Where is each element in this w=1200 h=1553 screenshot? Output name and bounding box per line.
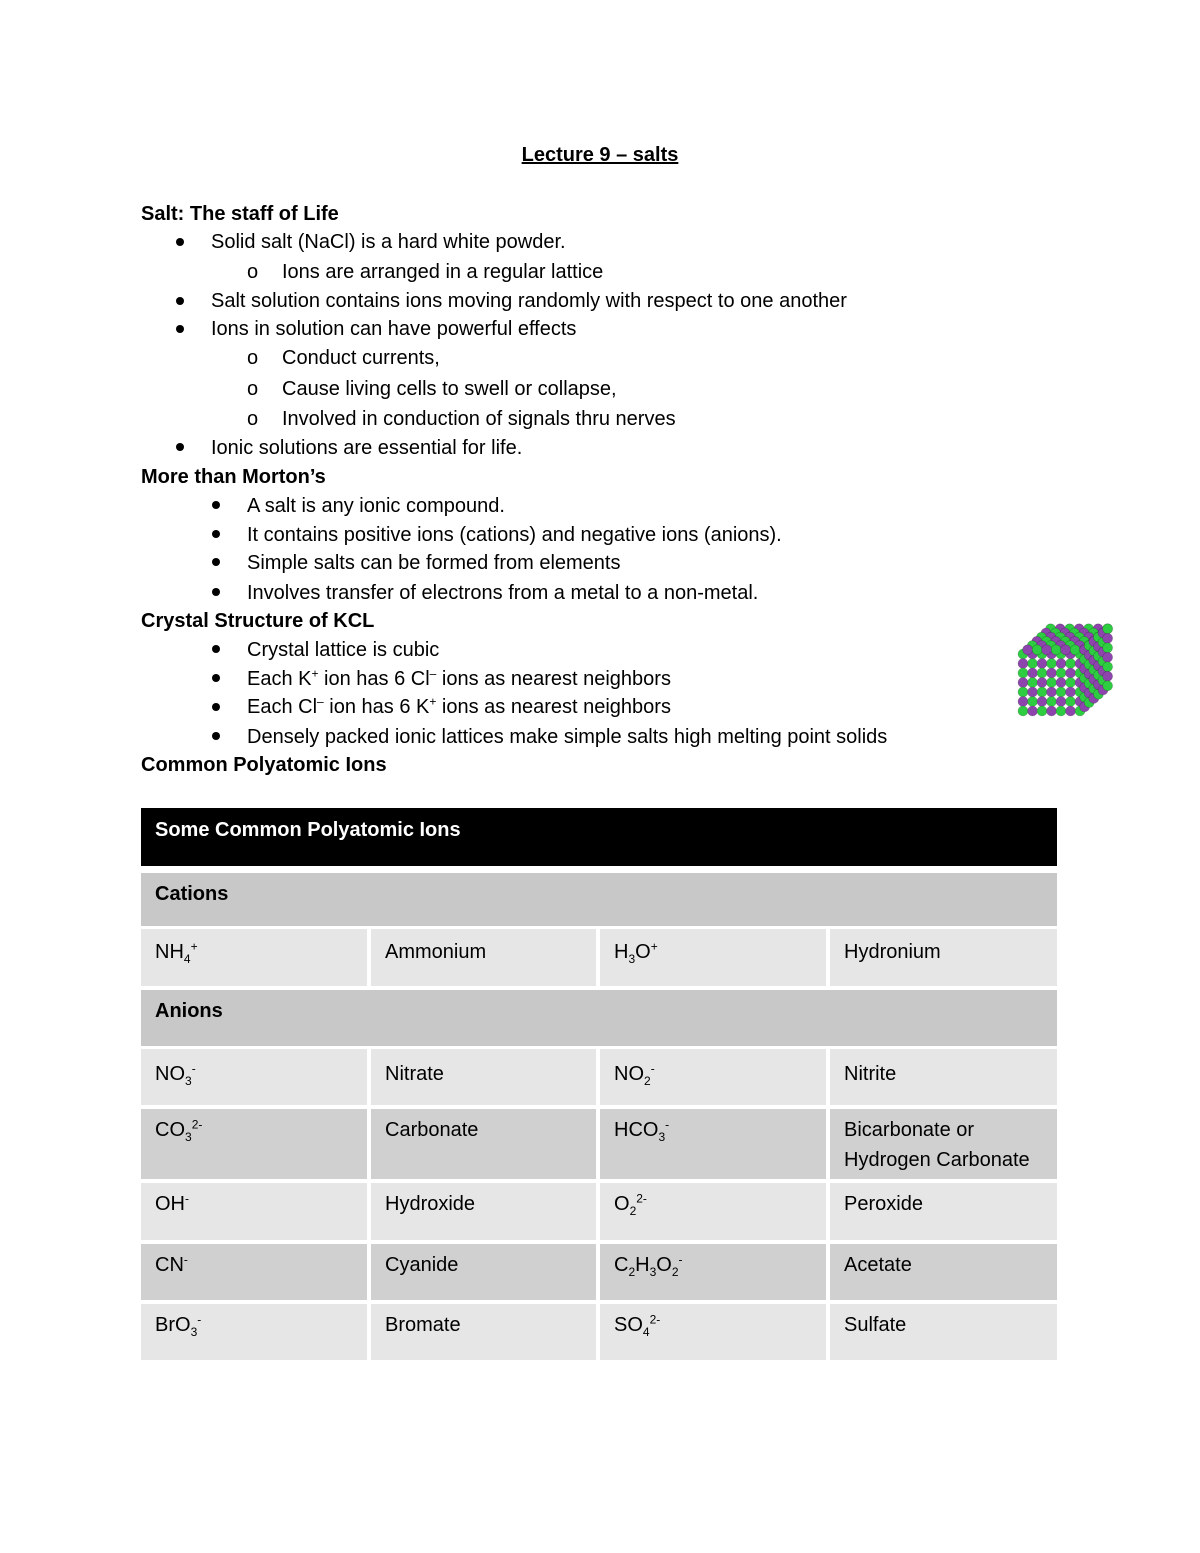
lattice-atom xyxy=(1037,668,1047,678)
list-item: Involves transfer of electrons from a metal to a non-metal. xyxy=(247,582,759,604)
formula-cell: CN- xyxy=(141,1244,367,1300)
bullet xyxy=(212,645,220,653)
lattice-atom xyxy=(1032,645,1042,655)
list-item: Ionic solutions are essential for life. xyxy=(211,437,523,459)
lattice-atom xyxy=(1037,706,1047,716)
lattice-atom xyxy=(1047,659,1057,669)
list-item: Solid salt (NaCl) is a hard white powder. xyxy=(211,231,566,253)
list-subitem: Conduct currents, xyxy=(282,347,440,369)
lattice-atom xyxy=(1056,668,1066,678)
list-item: Each K+ ion has 6 Cl– ions as nearest neighbors xyxy=(247,666,671,690)
lattice-atom xyxy=(1023,645,1033,655)
list-item: Salt solution contains ions moving randomly with respect to one another xyxy=(211,290,847,312)
page-title: Lecture 9 – salts xyxy=(521,144,679,166)
sub-bullet-marker: o xyxy=(247,408,259,430)
section-heading-salt: Salt: The staff of Life xyxy=(141,203,339,225)
lattice-atom xyxy=(1103,671,1113,681)
name-cell: Hydroxide xyxy=(371,1183,596,1240)
table-row xyxy=(141,1049,1057,1105)
bullet xyxy=(212,588,220,596)
table-row xyxy=(141,1183,1057,1240)
sub-bullet-marker: o xyxy=(247,261,259,283)
formula-cell: $SO_4^{2-}$ xyxy=(600,1304,826,1360)
name-cell: Hydronium xyxy=(830,929,1057,986)
lattice-atom xyxy=(1056,678,1066,688)
lattice-atom xyxy=(1066,697,1076,707)
list-item: Densely packed ionic lattices make simple salts high melting point solids xyxy=(247,726,888,748)
bullet xyxy=(212,501,220,509)
lattice-atom xyxy=(1103,643,1113,653)
section-heading-morton: More than Morton’s xyxy=(141,466,326,488)
lattice-atom xyxy=(1056,687,1066,697)
bullet xyxy=(212,558,220,566)
bullet xyxy=(176,443,184,451)
lattice-atom xyxy=(1037,659,1047,669)
bullet xyxy=(212,530,220,538)
table-row xyxy=(141,929,1057,986)
lattice-atom xyxy=(1037,687,1047,697)
lattice-atom xyxy=(1066,678,1076,688)
bullet xyxy=(212,674,220,682)
bullet xyxy=(176,325,184,333)
list-item: Each Cl– ion has 6 K+ ions as nearest neighbors xyxy=(247,694,671,718)
formula-cell: $HCO_3^-$ xyxy=(600,1109,826,1179)
lattice-atom xyxy=(1028,659,1038,669)
table-row xyxy=(141,1304,1057,1360)
lattice-atom xyxy=(1037,697,1047,707)
lattice-atom xyxy=(1028,668,1038,678)
formula-cell: $H_3O^+$ xyxy=(600,929,826,986)
lattice-atom xyxy=(1047,706,1057,716)
lattice-atom xyxy=(1103,681,1113,691)
sub-bullet-marker: o xyxy=(247,378,259,400)
lattice-atom xyxy=(1056,706,1066,716)
formula-cell: $NH_4^+$ xyxy=(141,929,367,986)
lattice-atom xyxy=(1056,659,1066,669)
name-cell: Peroxide xyxy=(830,1183,1057,1240)
lattice-atom xyxy=(1066,706,1076,716)
lattice-atom xyxy=(1047,668,1057,678)
table-row xyxy=(141,1109,1057,1179)
section-heading-kcl: Crystal Structure of KCL xyxy=(141,610,375,632)
table-header: Some Common Polyatomic Ions xyxy=(141,808,1057,866)
lattice-atom xyxy=(1018,659,1028,669)
bullet xyxy=(176,238,184,246)
name-cell: Acetate xyxy=(830,1244,1057,1300)
name-cell: Carbonate xyxy=(371,1109,596,1179)
list-item: It contains positive ions (cations) and negative ions (anions). xyxy=(247,524,782,546)
lattice-atom xyxy=(1028,678,1038,688)
lattice-atom xyxy=(1037,678,1047,688)
lattice-atom xyxy=(1103,652,1113,662)
lattice-atom xyxy=(1103,633,1113,643)
formula-cell: $C_2H_3O_2^-$ xyxy=(600,1244,826,1300)
name-cell: Bromate xyxy=(371,1304,596,1360)
lattice-atom xyxy=(1018,706,1028,716)
list-subitem: Ions are arranged in a regular lattice xyxy=(282,261,604,283)
lattice-atom xyxy=(1047,687,1057,697)
lattice-atom xyxy=(1018,687,1028,697)
lattice-atom xyxy=(1103,662,1113,672)
formula-cell: $O_2^{2-}$ xyxy=(600,1183,826,1240)
table-section-anions: Anions xyxy=(141,990,1057,1046)
lattice-atom xyxy=(1066,687,1076,697)
lattice-atom xyxy=(1018,678,1028,688)
bullet xyxy=(176,297,184,305)
list-subitem: Involved in conduction of signals thru nerves xyxy=(282,408,676,430)
name-cell: Bicarbonate or Hydrogen Carbonate xyxy=(830,1109,1057,1179)
lattice-atom xyxy=(1066,659,1076,669)
formula-cell: OH- xyxy=(141,1183,367,1240)
lattice-atom xyxy=(1028,706,1038,716)
bullet xyxy=(212,732,220,740)
list-item: Simple salts can be formed from elements xyxy=(247,552,621,574)
list-subitem: Cause living cells to swell or collapse, xyxy=(282,378,617,400)
name-cell: Ammonium xyxy=(371,929,596,986)
lattice-atom xyxy=(1056,697,1066,707)
formula-cell: $NO_2^-$ xyxy=(600,1049,826,1105)
name-cell: Cyanide xyxy=(371,1244,596,1300)
lattice-atom xyxy=(1018,697,1028,707)
lattice-atom xyxy=(1042,645,1052,655)
formula-cell: $CO_3^{2-}$ xyxy=(141,1109,367,1179)
name-cell: Nitrite xyxy=(830,1049,1057,1105)
lattice-atom xyxy=(1061,645,1071,655)
list-item: A salt is any ionic compound. xyxy=(247,495,505,517)
table-row xyxy=(141,1244,1057,1300)
name-cell: Sulfate xyxy=(830,1304,1057,1360)
lattice-atom xyxy=(1070,645,1080,655)
name-cell: Nitrate xyxy=(371,1049,596,1105)
formula-cell: $NO_3^-$ xyxy=(141,1049,367,1105)
kcl-crystal-lattice-image xyxy=(995,612,1121,746)
lattice-atom xyxy=(1028,687,1038,697)
sub-bullet-marker: o xyxy=(247,347,259,369)
section-heading-polyatomic: Common Polyatomic Ions xyxy=(141,754,387,776)
list-item: Ions in solution can have powerful effects xyxy=(211,318,577,340)
table-section-cations: Cations xyxy=(141,873,1057,926)
formula-cell: BrO$_3$- xyxy=(141,1304,367,1360)
bullet xyxy=(212,703,220,711)
lattice-atom xyxy=(1028,697,1038,707)
lattice-atom xyxy=(1047,678,1057,688)
lattice-atom xyxy=(1018,668,1028,678)
list-item: Crystal lattice is cubic xyxy=(247,639,440,661)
lattice-atom xyxy=(1051,645,1061,655)
lattice-atom xyxy=(1103,624,1113,634)
lattice-atom xyxy=(1047,697,1057,707)
lattice-atom xyxy=(1066,668,1076,678)
